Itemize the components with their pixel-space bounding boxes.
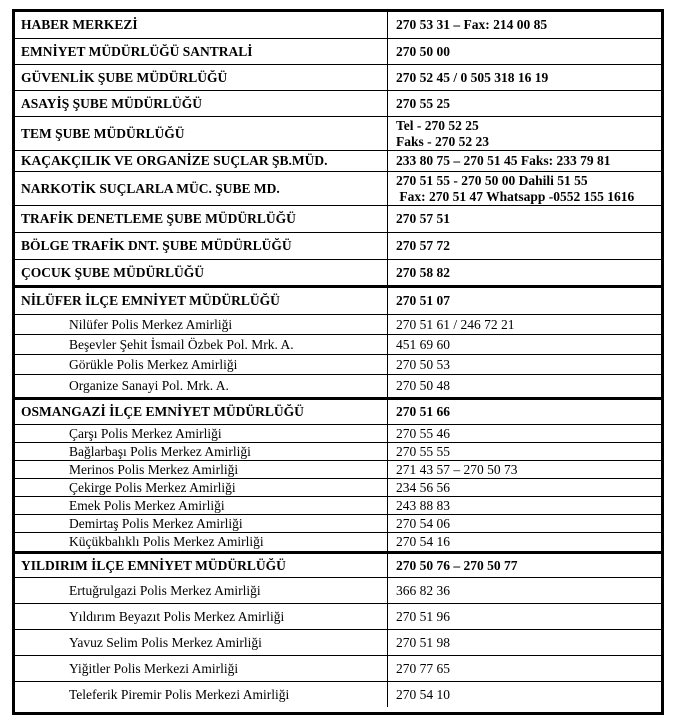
unit-name: BÖLGE TRAFİK DNT. ŞUBE MÜDÜRLÜĞÜ [15,233,388,259]
table-row [15,655,661,681]
station-name: Yavuz Selim Polis Merkez Amirliği [15,630,388,655]
table-row [15,354,661,374]
unit-phone: 270 53 31 – Fax: 214 00 85 [396,17,548,32]
nilufer-section [15,288,661,400]
station-name: Demirtaş Polis Merkez Amirliği [15,515,388,532]
district-phone: 270 51 07 [396,293,450,308]
table-row [15,12,661,38]
station-phone: 366 82 36 [396,582,450,598]
table-row [15,442,661,460]
station-name: Bağlarbaşı Polis Merkez Amirliği [15,443,388,460]
table-row [15,577,661,603]
table-row [15,314,661,334]
station-name: Teleferik Piremir Polis Merkezi Amirliği [15,682,388,707]
station-phone: 234 56 56 [396,479,450,495]
station-name: Emek Polis Merkez Amirliği [15,497,388,514]
station-name: Organize Sanayi Pol. Mrk. A. [15,375,388,397]
unit-name: EMNİYET MÜDÜRLÜĞÜ SANTRALİ [15,39,388,64]
station-name: Çekirge Polis Merkez Amirliği [15,479,388,496]
table-row [15,205,661,232]
station-phone: 243 88 83 [396,497,450,513]
station-name: Yıldırım Beyazıt Polis Merkez Amirliği [15,604,388,629]
section-header-row [15,288,661,314]
unit-phone: 270 52 45 / 0 505 318 16 19 [396,69,549,85]
station-name: Beşevler Şehit İsmail Özbek Pol. Mrk. A. [15,335,388,354]
station-phone: 270 50 48 [396,378,450,393]
unit-name: HABER MERKEZİ [15,12,388,38]
station-phone: 270 51 61 / 246 72 21 [396,316,515,332]
section-header-row [15,554,661,577]
table-row [15,374,661,397]
station-phone: 270 54 06 [396,515,450,531]
unit-phone: 270 50 00 [396,43,450,59]
station-name: Görükle Polis Merkez Amirliği [15,355,388,374]
table-row [15,424,661,442]
unit-phone: 270 57 51 [396,211,450,226]
station-name: Ertuğrulgazi Polis Merkez Amirliği [15,578,388,603]
station-name: Nilüfer Polis Merkez Amirliği [15,315,388,334]
unit-name: TRAFİK DENETLEME ŞUBE MÜDÜRLÜĞÜ [15,206,388,232]
table-row [15,460,661,478]
district-name: NİLÜFER İLÇE EMNİYET MÜDÜRLÜĞÜ [15,288,388,314]
district-name: OSMANGAZİ İLÇE EMNİYET MÜDÜRLÜĞÜ [15,400,388,424]
table-row [15,334,661,354]
unit-phone: 270 58 82 [396,264,450,280]
table-row [15,259,661,285]
table-row [15,514,661,532]
station-phone: 271 43 57 – 270 50 73 [396,461,518,477]
station-name: Küçükbalıklı Polis Merkez Amirliği [15,533,388,551]
station-phone: 270 55 55 [396,443,450,459]
osmangazi-section [15,400,661,554]
district-phone: 270 51 66 [396,404,450,419]
station-phone: 270 51 98 [396,634,450,650]
station-phone: 270 55 46 [396,425,450,441]
unit-phone: 270 57 72 [396,238,450,253]
table-row [15,532,661,551]
table-row [15,64,661,90]
station-phone: 270 51 96 [396,608,450,624]
table-row [15,496,661,514]
table-row [15,232,661,259]
table-row [15,38,661,64]
unit-name: KAÇAKÇILIK VE ORGANİZE SUÇLAR ŞB.MÜD. [15,151,388,171]
section-header-row [15,400,661,424]
unit-name: ASAYİŞ ŞUBE MÜDÜRLÜĞÜ [15,91,388,116]
yildirim-section [15,554,661,707]
departments-section [15,12,661,288]
table-row [15,150,661,171]
district-phone: 270 50 76 – 270 50 77 [396,557,518,573]
unit-phone: 270 55 25 [396,95,450,111]
unit-name: NARKOTİK SUÇLARLA MÜC. ŞUBE MD. [15,172,388,205]
unit-phone: Tel - 270 52 25 Faks - 270 52 23 [396,117,490,149]
unit-name: GÜVENLİK ŞUBE MÜDÜRLÜĞÜ [15,65,388,90]
station-phone: 270 54 16 [396,534,450,549]
table-row [15,171,661,205]
table-row [15,478,661,496]
station-name: Yiğitler Polis Merkezi Amirliği [15,656,388,681]
table-row [15,116,661,150]
station-name: Çarşı Polis Merkez Amirliği [15,425,388,442]
table-row [15,90,661,116]
station-phone: 270 50 53 [396,356,450,372]
unit-phone: 233 80 75 – 270 51 45 Faks: 233 79 81 [396,153,611,168]
table-row [15,603,661,629]
district-name: YILDIRIM İLÇE EMNİYET MÜDÜRLÜĞÜ [15,554,388,577]
table-row [15,681,661,707]
station-phone: 270 54 10 [396,686,450,702]
station-phone: 270 77 65 [396,660,450,676]
unit-name: ÇOCUK ŞUBE MÜDÜRLÜĞÜ [15,260,388,285]
station-name: Merinos Polis Merkez Amirliği [15,461,388,478]
table-row [15,629,661,655]
station-phone: 451 69 60 [396,336,450,352]
unit-name: TEM ŞUBE MÜDÜRLÜĞÜ [15,117,388,150]
unit-phone: 270 51 55 - 270 50 00 Dahili 51 55 Fax: 270 51 47 Whatsapp -0552 155 1616 [396,172,635,204]
phone-directory-table [12,9,664,715]
